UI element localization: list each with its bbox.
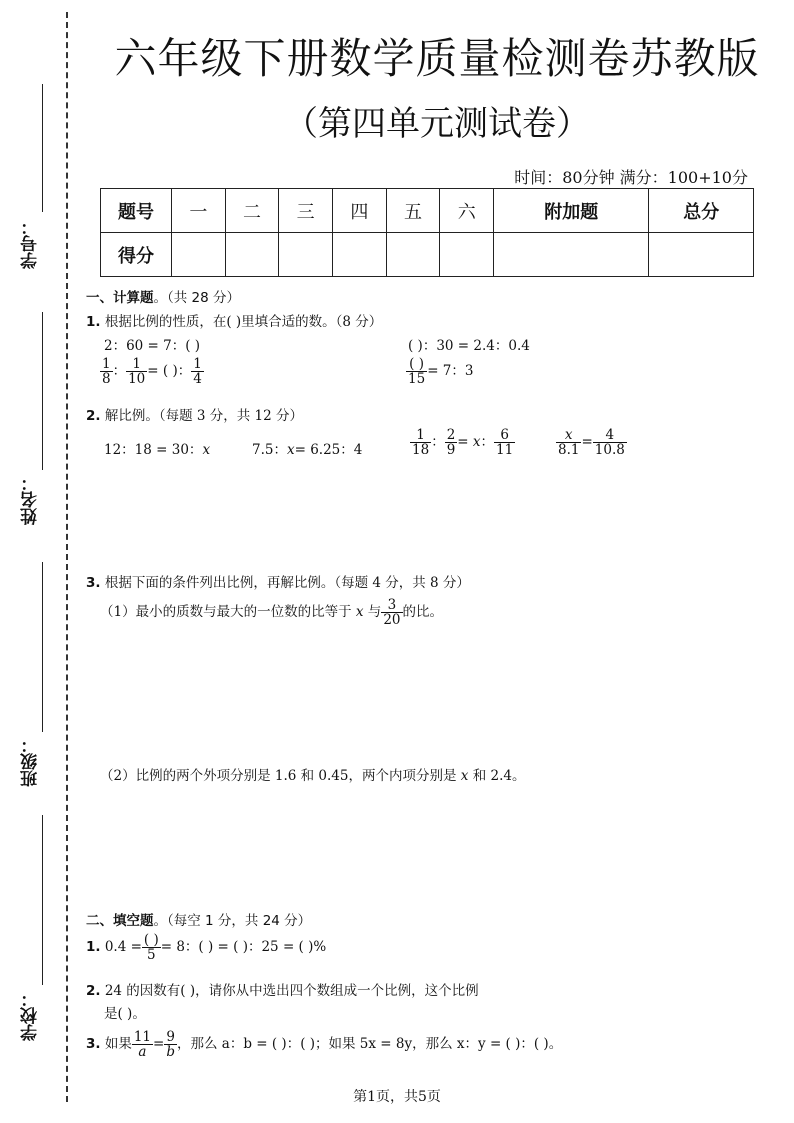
student-no-line [42,84,43,212]
q2-item-c: $\frac{1}{18}$ ： $\frac{2}{9}$ = x： $\frac{6}{11}$ [412,427,514,459]
section-1-heading [86,286,240,306]
q2-2-text: 24 的因数有( )，请你从中选出四个数组成一个比例，这个比例 [104,983,479,999]
variable: x [355,604,364,621]
q3-part-1 [100,598,443,627]
question-number: 3. [86,575,101,591]
denominator: 10 [128,371,146,388]
exam-meta: 时间：80分钟 满分：100+10分 [514,168,748,187]
denominator: b [166,1044,175,1061]
score-input-cell[interactable] [279,233,333,277]
table-cell: 总分 [649,189,754,233]
denominator: 18 [412,442,430,459]
q3-p2-text-2: 和 2.4。 [468,768,526,784]
q2-item-a [104,438,210,458]
fraction [593,428,627,457]
table-cell: 得分 [101,233,172,277]
score-table-header-row [101,189,754,233]
q1-c-middle: = ( )： [147,363,192,380]
numerator: 4 [593,428,627,443]
q2-item-d: $\frac{x}{8.1}$ = $\frac{4}{10.8}$ [558,427,625,459]
numerator: x [556,428,581,443]
q2-a-text: 12：18 = 30： [104,442,203,458]
numerator: 11 [133,1029,152,1045]
q2-3-text-3: a：b = ( )：( )；如果 5x = 8y，那么 x：y = ( )：( )。 [221,1036,563,1053]
denominator: 8.1 [558,442,580,459]
question-number: 2. [86,983,101,999]
numerator: 6 [494,428,515,443]
denominator: 11 [496,442,514,459]
numerator: 1 [410,428,431,443]
table-cell: 题号 [101,189,172,233]
q1-item-b: ( )：30 = 2.4：0.4 [408,338,530,354]
q2-b-text-2: = 6.25：4 [294,442,363,458]
table-cell: 一 [172,189,226,233]
question-2-3 [86,1030,562,1059]
section-1-points: 。（共 28 分） [153,290,241,306]
score-input-cell[interactable] [440,233,494,277]
question-text: 根据下面的条件列出比例，再解比例。（每题 4 分，共 8 分） [104,575,470,591]
denominator: 4 [193,371,202,388]
numerator: 2 [446,427,456,443]
fraction [191,357,204,386]
denominator: 20 [383,612,401,629]
section-2-heading [86,909,311,929]
table-cell: 四 [333,189,387,233]
fraction [445,428,458,457]
score-input-cell[interactable] [386,233,440,277]
numerator: 1 [102,356,111,372]
question-number: 1. [86,314,101,330]
q1-d-rest: = 7：3 [427,363,474,380]
question-text: 解比例。（每题 3 分，共 12 分） [104,408,304,424]
question-text: 根据比例的性质，在( )里填合适的数。（8 分） [104,314,383,330]
page-subtitle: （第四单元测试卷） [284,104,590,144]
score-input-cell[interactable] [649,233,754,277]
question-number: 2. [86,408,101,424]
school-label: 学校： [21,990,41,1041]
name-line [42,312,43,470]
variable: x [472,434,481,451]
fraction [410,428,431,457]
equals-sign: = [153,1036,165,1053]
page-title: 六年级下册数学质量检测卷苏教版 [114,34,760,83]
score-input-cell[interactable] [172,233,226,277]
score-table-score-row [101,233,754,277]
variable: x [286,442,295,458]
section-1-title: 一、计算题 [86,290,154,306]
q3-p1-text-3: 的比。 [402,604,443,621]
variable: x [460,768,469,784]
q2-3-text-2: ，那么 [176,1036,222,1053]
question-2-1 [86,933,326,962]
table-cell: 附加题 [494,189,649,233]
score-input-cell[interactable] [225,233,279,277]
numerator: ( ) [406,357,427,372]
fraction [381,598,402,627]
q3-p2-text: （2）比例的两个外项分别是 1.6 和 0.45，两个内项分别是 [100,768,461,784]
question-2-2-cont: 是( )。 [104,1006,146,1022]
fraction [494,428,515,457]
page-footer: 第1页，共5页 [353,1089,441,1105]
numerator: 9 [164,1030,177,1045]
school-line [42,815,43,985]
table-cell: 三 [279,189,333,233]
q1-item-a: 2：60 = 7：( ) [104,338,201,354]
question-1-3 [86,571,470,591]
question-2-2 [86,979,479,999]
numerator: ( ) [143,932,159,948]
denominator: 10.8 [594,442,625,459]
class-line [42,562,43,732]
class-label: 班级： [21,736,41,787]
q2-1-text-2: = 8：( ) = ( )：25 = ( )% [160,939,327,956]
score-table [100,188,754,277]
q2-item-b [252,438,362,458]
q3-p1-text-2: 与 [363,604,382,621]
q1-item-c: $\frac{1}{8}$ ： $\frac{1}{10}$ = ( )： $\frac{1}{4}$ [102,356,202,388]
denominator: a [138,1044,147,1061]
q3-part-2 [100,764,525,784]
denominator: 8 [102,371,111,388]
q2-1-text: 0.4 = [104,939,142,956]
fraction [164,1030,177,1059]
q2-c-middle: = [457,434,473,451]
q2-3-text: 如果 [104,1036,132,1053]
numerator: 1 [126,357,147,372]
table-cell: 二 [225,189,279,233]
question-1-1 [86,310,382,330]
q1-item-d [406,357,473,386]
fraction [132,1030,153,1059]
fraction [126,357,147,386]
q3-p1-text: （1）最小的质数与最大的一位数的比等于 [100,604,356,621]
section-2-title: 二、填空题 [86,913,154,929]
denominator: 9 [446,442,456,459]
score-input-cell[interactable] [333,233,387,277]
binding-dashed-line [66,12,68,1102]
variable: x [202,442,211,458]
question-number: 1. [86,939,101,956]
question-number: 3. [86,1036,101,1053]
q2-b-text: 7.5： [252,442,287,458]
fraction [142,933,161,962]
fraction [406,357,427,386]
numerator: 1 [193,356,202,372]
numerator: 3 [381,598,402,613]
table-cell: 六 [440,189,494,233]
fraction [100,357,113,386]
fraction [556,428,581,457]
table-cell: 五 [386,189,440,233]
denominator: 5 [147,947,156,964]
denominator: 15 [408,371,426,388]
question-1-2 [86,404,303,424]
name-label: 姓名： [21,474,41,525]
student-no-label: 学号： [21,218,41,269]
score-input-cell[interactable] [494,233,649,277]
section-2-points: 。（每空 1 分，共 24 分） [153,913,312,929]
